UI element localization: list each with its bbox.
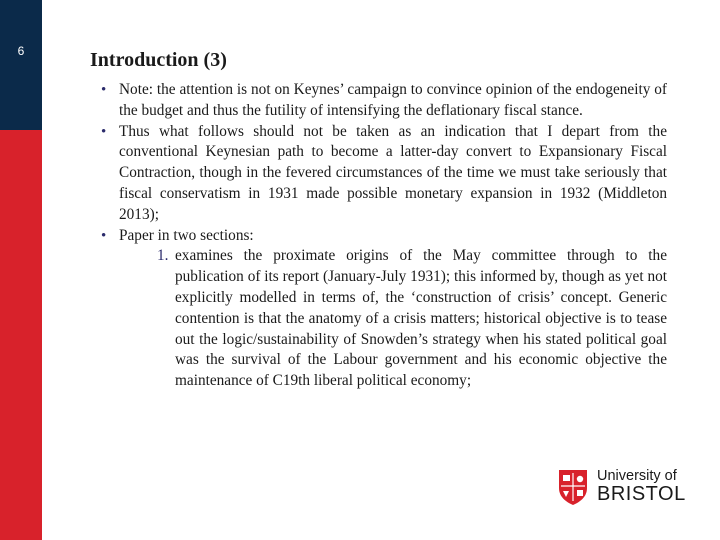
bullet-marker: • (101, 123, 107, 140)
bullet-marker: • (101, 82, 107, 98)
university-crest-icon (556, 468, 590, 506)
numbered-marker: 1. (157, 247, 169, 265)
logo-line-bristol: BRISTOL (597, 483, 686, 505)
sidebar-header-block (0, 0, 42, 130)
bullet-item (101, 226, 667, 247)
bullet-item (101, 122, 667, 226)
bullet-marker: • (101, 227, 107, 244)
sidebar-strip (0, 0, 42, 540)
bullet-text: Paper in two sections: (119, 226, 254, 244)
bullet-text: Thus what follows should not be taken as an indication that I depart from the conventional Keynesian path to become a latter-day convert to Expansionary Fiscal Contraction, though in the fevered circumstances of the time we must take seriously that fiscal conservatism in 1931 made possible monetary expansion in 1932 (Middleton 2013); (119, 122, 667, 223)
bullet-text: Note: the attention is not on Keynes’ campaign to convince opinion of the endogeneity of the budget and thus the futility of intensifying the deflationary fiscal stance. (119, 81, 667, 119)
slide-title: Introduction (3) (90, 49, 227, 71)
logo-line-university: University of (597, 468, 677, 484)
numbered-item (157, 246, 667, 392)
slide-number: 6 (17, 44, 25, 58)
bullet-item (101, 80, 667, 122)
numbered-text: examines the proximate origins of the May committee through to the publication of its report (January-July 1931); this informed by, though as yet not explicitly modelled in terms of, the ‘construction of crisis’ concept. Generic contention is that the anatomy of a crisis matters; historical objective is to tease out the logic/sustainability of Snowden’s strategy when his stated political goal was the survival of the Labour government and his economic objective the maintenance of C19th liberal political economy; (175, 247, 667, 390)
slide-content (101, 80, 667, 392)
university-logo (556, 466, 696, 508)
